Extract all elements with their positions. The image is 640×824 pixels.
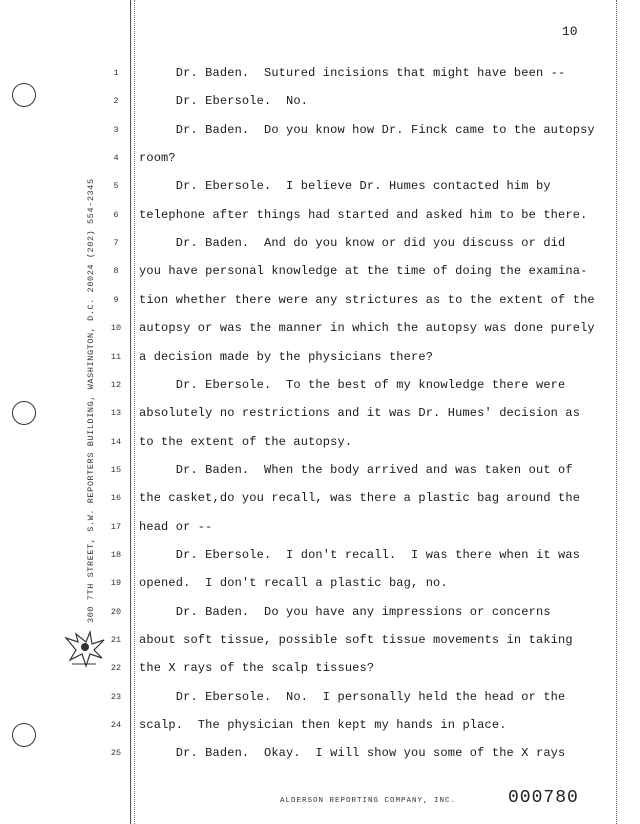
transcript-line: Dr. Baden. Do you have any impressions or concerns [139,604,551,619]
transcript-line: room? [139,151,176,166]
transcript-line: Dr. Ebersole. No. [139,94,309,109]
line-number: 9 [113,294,119,305]
vertical-address: 300 7TH STREET, S.W. REPORTERS BUILDING, WASHINGTON, D.C. 20024 (202) 554-2345 [86,178,96,623]
line-number: 2 [113,96,119,107]
line-number: 3 [113,124,119,135]
line-number: 25 [110,748,122,759]
left-margin-rule [130,0,131,824]
line-number: 15 [110,464,122,475]
transcript-line: Dr. Baden. And do you know or did you discuss or did [139,236,566,251]
line-number: 23 [110,691,122,702]
line-number: 21 [110,635,122,645]
line-number: 16 [110,493,122,504]
transcript-line: head or -- [139,519,213,534]
line-number: 8 [113,266,119,277]
transcript-line: Dr. Baden. Sutured incisions that might have been -- [139,66,566,80]
line-number: 7 [113,238,119,249]
transcript-line: Dr. Baden. When the body arrived and was taken out of [139,462,573,477]
transcript-line: Dr. Baden. Okay. I will show you some of the X rays [139,746,566,761]
line-number: 22 [110,663,122,674]
transcript-line: scalp. The physician then kept my hands in place. [139,718,507,733]
line-number: 5 [113,181,119,192]
eagle-seal-icon [60,620,110,672]
line-number: 1 [113,68,119,78]
line-number: 11 [110,351,122,362]
right-margin-rule [616,0,617,824]
binder-hole-middle [12,401,36,425]
transcript-line: absolutely no restrictions and it was Dr. Humes' decision as [139,406,581,421]
transcript-line: the X rays of the scalp tissues? [139,661,375,676]
transcript-line: tion whether there were any strictures as to the extent of the [139,292,595,307]
line-number: 24 [110,720,122,731]
transcript-line: autopsy or was the manner in which the autopsy was done purely [139,321,595,336]
transcript-line: a decision made by the physicians there? [139,349,434,364]
line-number: 10 [110,323,122,334]
transcript-line: the casket,do you recall, was there a plastic bag around the [139,491,581,506]
transcript-line: to the extent of the autopsy. [139,434,353,449]
left-margin-rule-dotted [134,0,135,824]
binder-hole-bottom [12,723,36,747]
line-number: 4 [113,153,119,164]
line-number: 19 [110,578,122,589]
line-number: 17 [110,521,122,532]
transcript-line: you have personal knowledge at the time of doing the examina- [139,264,588,279]
transcript-line: Dr. Baden. Do you know how Dr. Finck came to the autopsy [139,122,595,137]
binder-hole-top [12,83,36,107]
line-number: 20 [110,606,122,617]
transcript-line: opened. I don't recall a plastic bag, no. [139,576,448,591]
transcript-line: Dr. Ebersole. No. I personally held the head or the [139,689,566,704]
line-number: 12 [110,379,122,390]
line-number: 6 [113,209,119,220]
page-number: 10 [562,24,578,39]
transcript-line: about soft tissue, possible soft tissue movements in taking [139,633,573,647]
transcript-line: Dr. Ebersole. I believe Dr. Humes contacted him by [139,179,551,194]
transcript-line: Dr. Ebersole. To the best of my knowledge there were [139,377,566,392]
line-number: 13 [110,408,122,419]
transcript-line: telephone after things had started and asked him to be there. [139,207,588,222]
line-number: 14 [110,436,122,447]
line-number: 18 [110,549,122,560]
footer-reporter: ALDERSON REPORTING COMPANY, INC. [280,797,457,805]
transcript-line: Dr. Ebersole. I don't recall. I was there when it was [139,547,581,562]
document-number: 000780 [508,788,579,808]
